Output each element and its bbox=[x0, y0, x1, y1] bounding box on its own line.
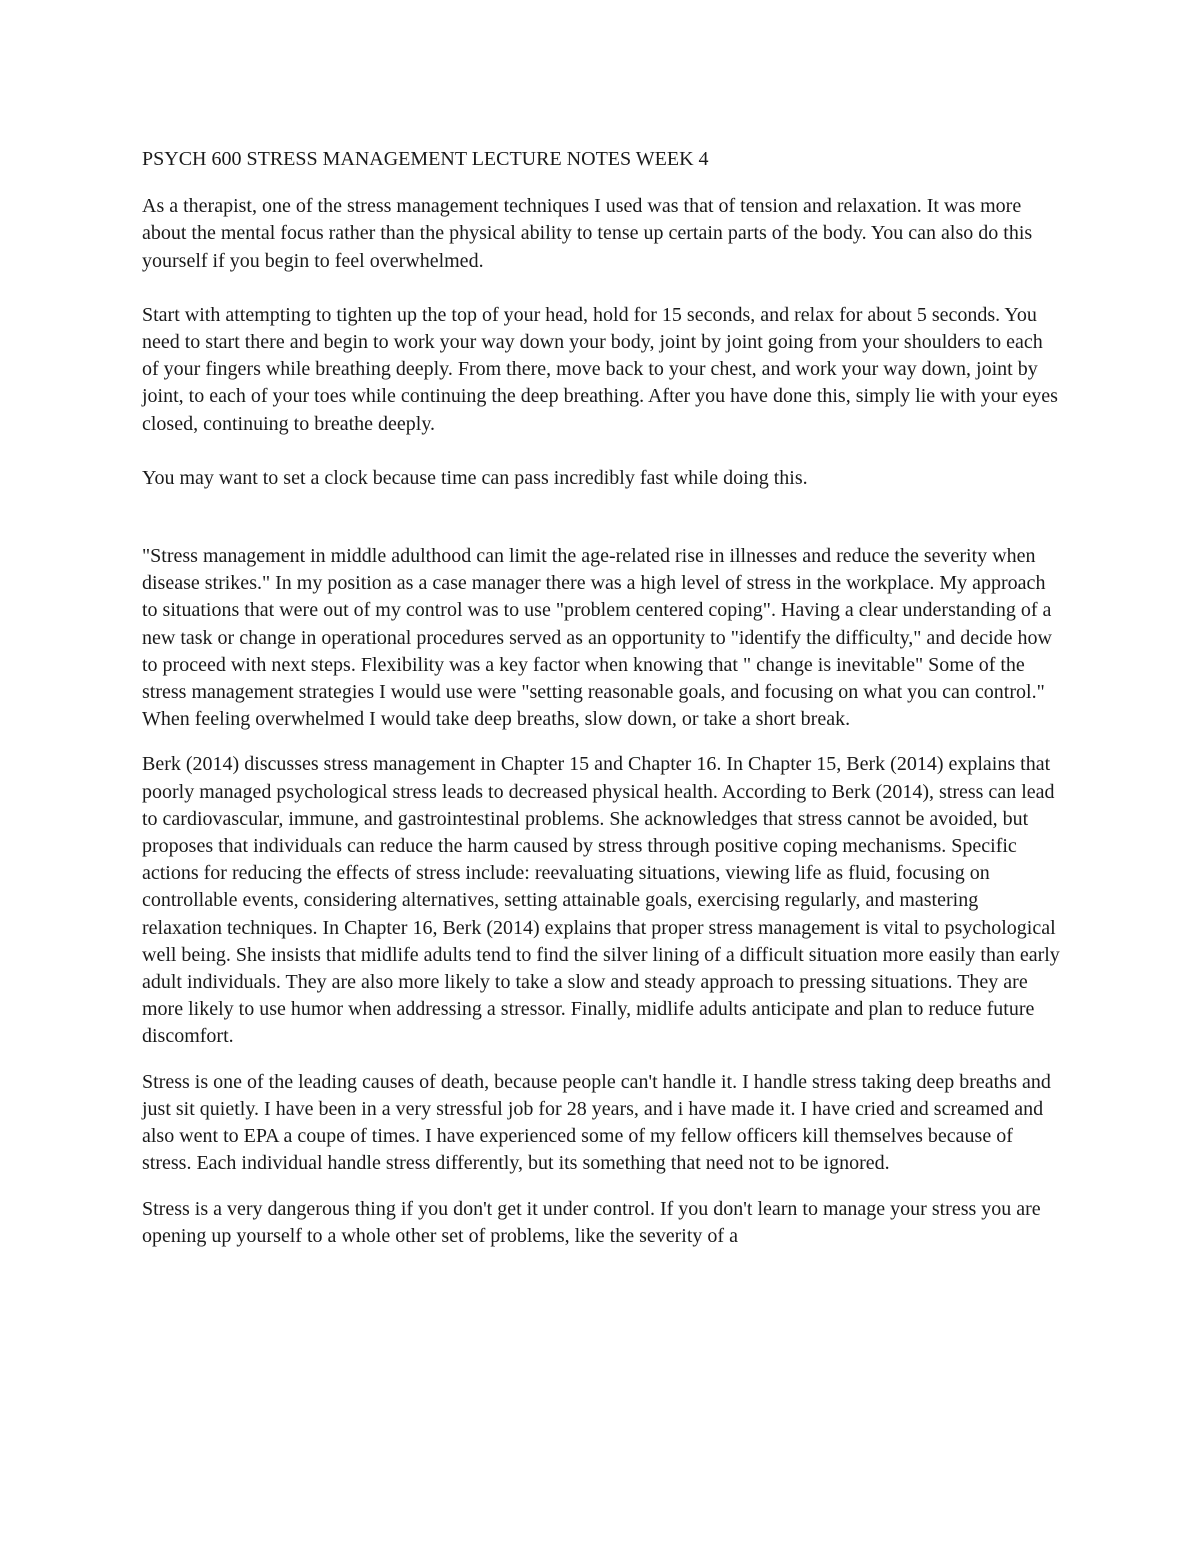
document-body bbox=[142, 146, 1062, 1268]
paragraph-officer-experience: Stress is one of the leading causes of death, because people can't handle it. I handle stress taking deep breaths and just sit quietly. I have been in a very stressful job for 28 years, and i have made it. I have cried and screamed and also went to EPA a coupe of times. I have experienced some of my fellow officers kill themselves because of stress. Each individual handle stress differently, but its something that need not to be ignored. bbox=[142, 1070, 1051, 1175]
paragraph-case-manager: "Stress management in middle adulthood can limit the age-related rise in illnesses and reduce the severity when disease strikes." In my position as a case manager there was a high level of stress in the workplace. My approach to situations that were out of my control was to use "problem centered coping". Having a clear understanding of a new task or change in operational procedures served as an opportunity to "identify the difficulty," and decide how to proceed with next steps. Flexibility was a key factor when knowing that " change is inevitable" Some of the stress management strategies I would use were "setting reasonable goals, and focusing on what you can control." When feeling overwhelmed I would take deep breaths, slow down, or take a short break. bbox=[142, 545, 1052, 731]
paragraph-tension-relaxation: As a therapist, one of the stress management techniques I used was that of tension and relaxation. It was more about the mental focus rather than the physical ability to tense up certain parts of the body. You can also do this yourself if you begin to feel overwhelmed. bbox=[142, 195, 1033, 272]
document-title: PSYCH 600 STRESS MANAGEMENT LECTURE NOTES WEEK 4 bbox=[142, 148, 709, 170]
paragraph-berk-summary: Berk (2014) discusses stress management in Chapter 15 and Chapter 16. In Chapter 15, Berk (2014) explains that poorly managed psychological stress leads to decreased physical health. According to Berk (2014), stress can lead to cardiovascular, immune, and gastrointestinal problems. She acknowledges that stress cannot be avoided, but proposes that individuals can reduce the harm caused by stress through positive coping mechanisms. Specific actions for reducing the effects of stress include: reevaluating situations, viewing life as fluid, focusing on controllable events, considering alternatives, setting attainable goals, exercising regularly, and mastering relaxation techniques. In Chapter 16, Berk (2014) explains that proper stress management is vital to psychological well being. She insists that midlife adults tend to find the silver lining of a difficult situation more easily than early adult individuals. They are also more likely to take a slow and steady approach to pressing situations. They are more likely to use humor when addressing a stressor. Finally, midlife adults anticipate and plan to reduce future discomfort. bbox=[142, 753, 1060, 1048]
paragraph-technique-steps: Start with attempting to tighten up the top of your head, hold for 15 seconds, and relax for about 5 seconds. You need to start there and begin to work your way down your body, joint by joint going from your shoulders to each of your fingers while breathing deeply. From there, move back to your chest, and work your way down, joint by joint, to each of your toes while continuing the deep breathing. After you have done this, simply lie with your eyes closed, continuing to breathe deeply. bbox=[142, 303, 1058, 435]
paragraph-clock-tip: You may want to set a clock because time can pass incredibly fast while doing this. bbox=[142, 466, 808, 489]
paragraph-stress-danger: Stress is a very dangerous thing if you don't get it under control. If you don't learn to manage your stress you are opening up yourself to a whole other set of problems, like the severity of a bbox=[142, 1197, 1041, 1247]
